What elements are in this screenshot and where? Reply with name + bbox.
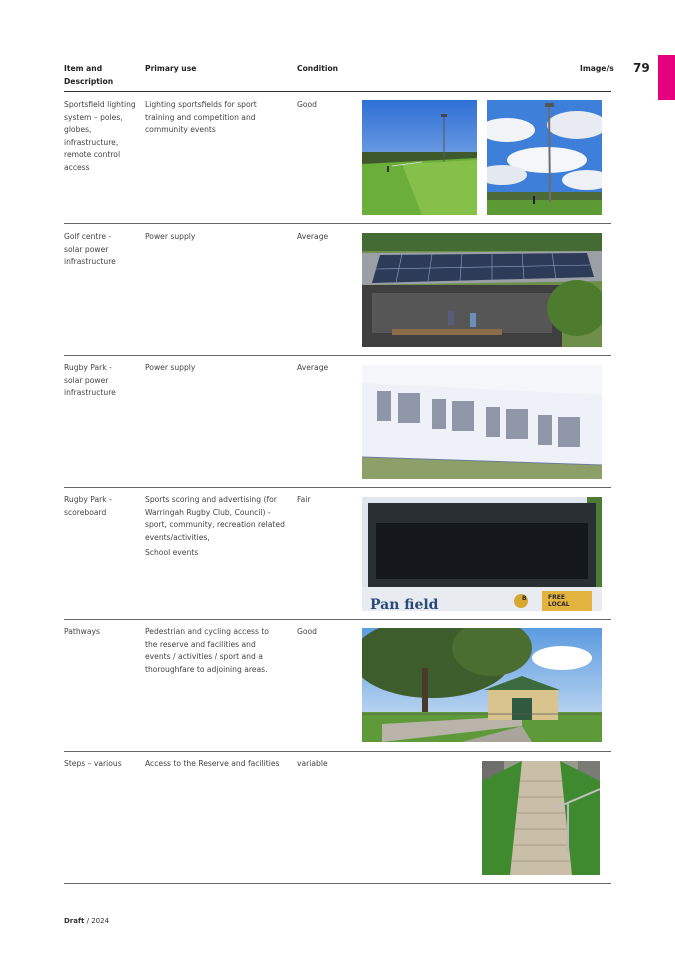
condition: Average	[297, 363, 329, 372]
header-primary-use: Primary use	[145, 64, 197, 73]
footer-year: 2024	[91, 917, 110, 925]
footer-separator: /	[84, 917, 92, 925]
scoreboard-badge-letter: B	[522, 595, 527, 602]
photo-rugby-park-scoreboard	[362, 497, 602, 611]
photo-pathways	[362, 628, 602, 742]
section-tab-marker	[658, 55, 675, 100]
header-rule	[64, 91, 611, 92]
photo-sportsfield-lights	[362, 100, 477, 215]
primary-use-extra: School events	[145, 548, 199, 557]
condition: Good	[297, 627, 317, 636]
page-number: 79	[633, 61, 650, 75]
item-description: Golf centre - solar power infrastructure	[64, 232, 116, 267]
photo-steps	[482, 761, 600, 875]
scoreboard-sign-text-2: LOCAL	[548, 601, 570, 608]
item-description: Sportsfield lighting system – poles, globes, infrastructure, remote control access	[64, 100, 136, 172]
header-item: Item and Description	[64, 64, 114, 86]
photo-rugby-park-building	[362, 365, 602, 479]
primary-use: Lighting sportsfields for sport training and competition and community events	[145, 100, 257, 135]
row-rule	[64, 751, 611, 752]
row-rule	[64, 619, 611, 620]
scoreboard-sign-text-1: FREE	[548, 594, 565, 601]
photo-sportsfield-light-pole	[487, 100, 602, 215]
primary-use: Sports scoring and advertising (for Warringah Rugby Club, Council) - sport, community, recreation related events/activities,	[145, 495, 285, 542]
item-description: Pathways	[64, 627, 100, 636]
condition: Average	[297, 232, 329, 241]
primary-use: Access to the Reserve and facilities	[145, 759, 280, 768]
item-description: Rugby Park - solar power infrastructure	[64, 363, 116, 398]
primary-use: Pedestrian and cycling access to the reserve and facilities and events / activities / sport and a thoroughfare to adjoining areas.	[145, 627, 269, 674]
condition: Good	[297, 100, 317, 109]
primary-use: Power supply	[145, 363, 196, 372]
item-description: Rugby Park - scoreboard	[64, 495, 112, 517]
item-description: Steps – various	[64, 759, 122, 768]
footer-label: Draft	[64, 917, 85, 925]
row-rule	[64, 883, 611, 884]
header-condition: Condition	[297, 64, 339, 73]
photo-golf-centre-solar-panels	[362, 233, 602, 347]
svg-text:Pan field: Pan field	[370, 597, 439, 611]
primary-use: Power supply	[145, 232, 196, 241]
row-rule	[64, 223, 611, 224]
condition: variable	[297, 759, 328, 768]
row-rule	[64, 355, 611, 356]
condition: Fair	[297, 495, 311, 504]
row-rule	[64, 487, 611, 488]
footer	[64, 917, 109, 925]
header-images: Image/s	[580, 64, 614, 73]
